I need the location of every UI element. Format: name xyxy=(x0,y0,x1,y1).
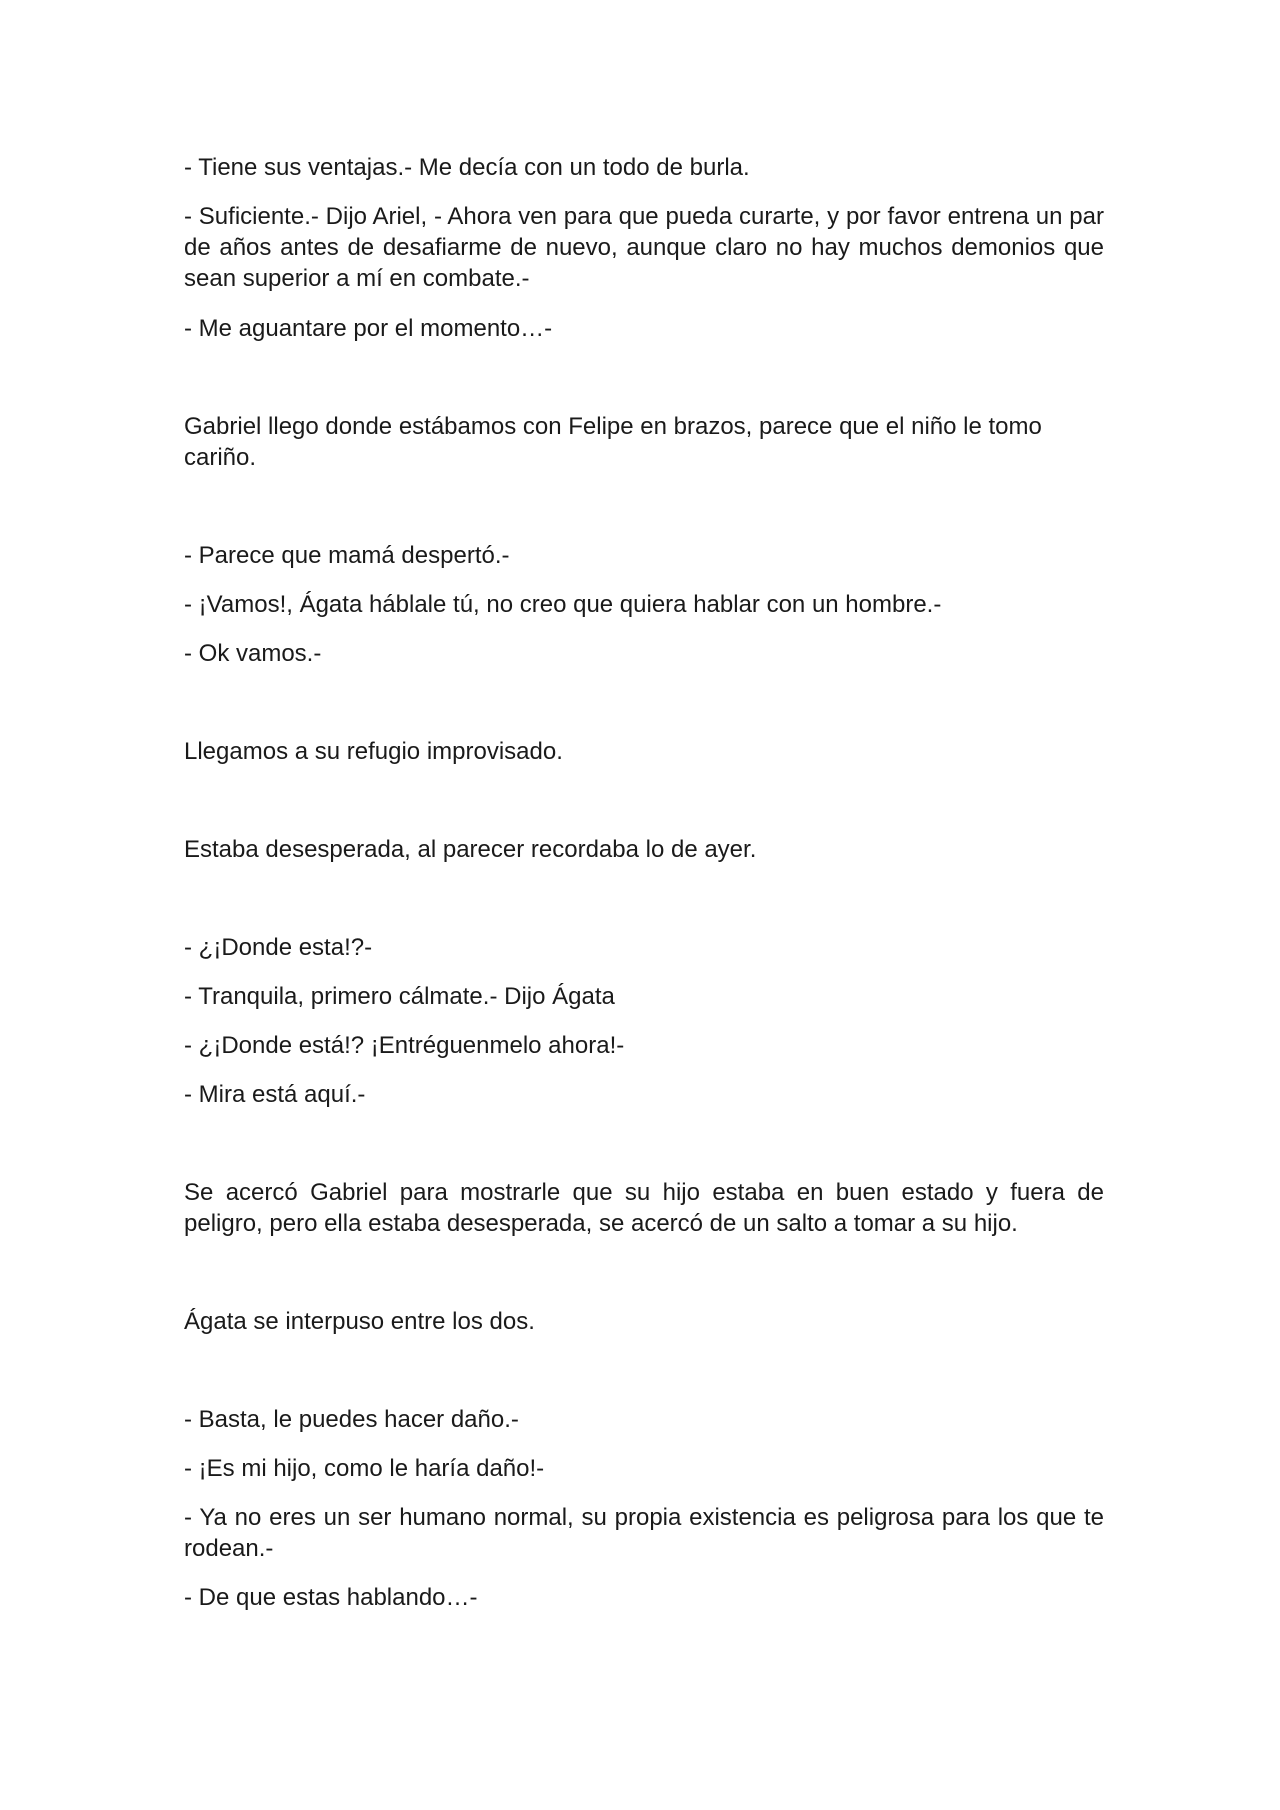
paragraph: Ágata se interpuso entre los dos. xyxy=(184,1308,535,1335)
paragraph: Se acercó Gabriel para mostrarle que su hijo estaba en buen estado y fuera de peligro, pero ella estaba desesperada, se acercó de un salto a tomar a su hijo. xyxy=(184,1179,1104,1237)
paragraph: - Ok vamos.- xyxy=(184,640,322,667)
paragraph: - Parece que mamá despertó.- xyxy=(184,542,510,569)
paragraph: - Mira está aquí.- xyxy=(184,1081,366,1108)
paragraph: - ¡Vamos!, Ágata háblale tú, no creo que quiera hablar con un hombre.- xyxy=(184,591,942,618)
paragraph: - Tranquila, primero cálmate.- Dijo Ágata xyxy=(184,983,615,1010)
paragraph: - Tiene sus ventajas.- Me decía con un todo de burla. xyxy=(184,154,750,181)
paragraph: - Suficiente.- Dijo Ariel, - Ahora ven para que pueda curarte, y por favor entrena un par de años antes de desafiarme de nuevo, aunque claro no hay muchos demonios que sean superior a mí en combate.- xyxy=(184,203,1104,292)
paragraph: Gabriel llego donde estábamos con Felipe en brazos, parece que el niño le tomo cariño. xyxy=(184,413,1042,471)
paragraph: - ¿¡Donde esta!?- xyxy=(184,934,373,961)
paragraph: - De que estas hablando…- xyxy=(184,1584,478,1611)
paragraph: - Ya no eres un ser humano normal, su propia existencia es peligrosa para los que te rodean.- xyxy=(184,1504,1104,1562)
paragraph: - ¡Es mi hijo, como le haría daño!- xyxy=(184,1455,545,1482)
paragraph: - Me aguantare por el momento…- xyxy=(184,315,553,342)
paragraph: Estaba desesperada, al parecer recordaba lo de ayer. xyxy=(184,836,757,863)
paragraph: - Basta, le puedes hacer daño.- xyxy=(184,1406,519,1433)
paragraph: - ¿¡Donde está!? ¡Entréguenmelo ahora!- xyxy=(184,1032,625,1059)
paragraph: Llegamos a su refugio improvisado. xyxy=(184,738,563,765)
